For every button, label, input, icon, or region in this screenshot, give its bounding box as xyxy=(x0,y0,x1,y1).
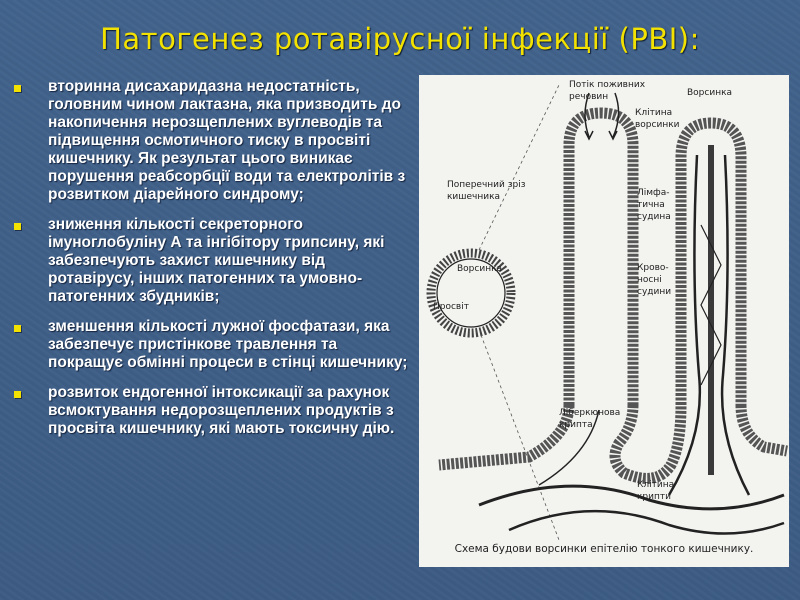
label-blood: Крово- xyxy=(637,263,669,273)
bullet-item xyxy=(12,78,412,204)
label-lymph-3: судина xyxy=(637,212,671,222)
guide-line-bottom xyxy=(481,335,559,540)
bullet-square-icon xyxy=(14,223,21,230)
label-lymph-2: тична xyxy=(637,200,665,210)
guide-line-top xyxy=(479,85,559,250)
bullet-item xyxy=(12,318,412,372)
left-villus xyxy=(569,113,633,405)
base-vessel-2 xyxy=(509,511,784,533)
bullet-text: зменшення кількості лужної фосфатази, яка забезпечує пристінкове травлення та покращує обмінні процеси в стінці кишечнику; xyxy=(48,318,408,371)
bullet-text: розвиток ендогенної інтоксикації за рахунок всмоктування недорозщеплених продуктів з просвіта кишечнику, які мають токсичну дію. xyxy=(48,384,395,437)
label-crypt-cell-2: крипти xyxy=(637,492,671,502)
base-vessel-1 xyxy=(479,486,784,509)
label-villus-cell: Клітина xyxy=(635,108,673,118)
bullet-list xyxy=(12,78,412,450)
label-villus-small: Ворсинка xyxy=(457,264,503,274)
villus-diagram-svg xyxy=(419,75,789,545)
label-villus-cell-2: ворсинки xyxy=(635,120,680,130)
label-crypt-2: крипта xyxy=(559,420,593,430)
label-crypt-cell: Клітина xyxy=(637,480,675,490)
figure-caption: Схема будови ворсинки епітелію тонкого кишечнику. xyxy=(454,543,754,555)
label-lumen: Просвіт xyxy=(433,302,469,312)
bullet-square-icon xyxy=(14,325,21,332)
label-nutrient-flow-2: речовин xyxy=(569,92,609,102)
label-cross-section-2: кишечника xyxy=(447,192,501,202)
label-crypt: Ліберкюнова xyxy=(559,408,621,418)
bullet-square-icon xyxy=(14,391,21,398)
villus-diagram xyxy=(419,75,789,567)
bullet-text: зниження кількості секреторного імуноглобуліну А та інгібітору трипсину, які забезпечують захист кишечнику від ротавірусу, інших патогенних та умовно-патогенних збудників; xyxy=(48,216,385,305)
arrow-head-2 xyxy=(609,131,617,139)
bullet-square-icon xyxy=(14,85,21,92)
crypt xyxy=(615,405,681,478)
bullet-item xyxy=(12,384,412,438)
label-cross-section: Поперечний зріз xyxy=(447,180,526,190)
bullet-text: вторинна дисахаридазна недостатність, головним чином лактазна, яка призводить до накопичення нерозщеплених вуглеводів та підвищення осмотичного тиску в просвіті кишечнику. Як результат цього виникає порушення реабсорбції води та електролітів з розвитком діарейного синдрому; xyxy=(48,78,406,203)
slide-title: Патогенез ротавірусної інфекції (РВІ): xyxy=(100,22,700,56)
label-blood-2: носні xyxy=(637,275,662,285)
bullet-item xyxy=(12,216,412,306)
label-blood-3: судини xyxy=(637,287,672,297)
label-lymph: Лімфа- xyxy=(637,188,670,198)
base-right xyxy=(741,405,787,451)
base-left xyxy=(439,405,569,465)
label-nutrient-flow: Потік поживних xyxy=(569,80,646,90)
label-villus: Ворсинка xyxy=(687,88,733,98)
